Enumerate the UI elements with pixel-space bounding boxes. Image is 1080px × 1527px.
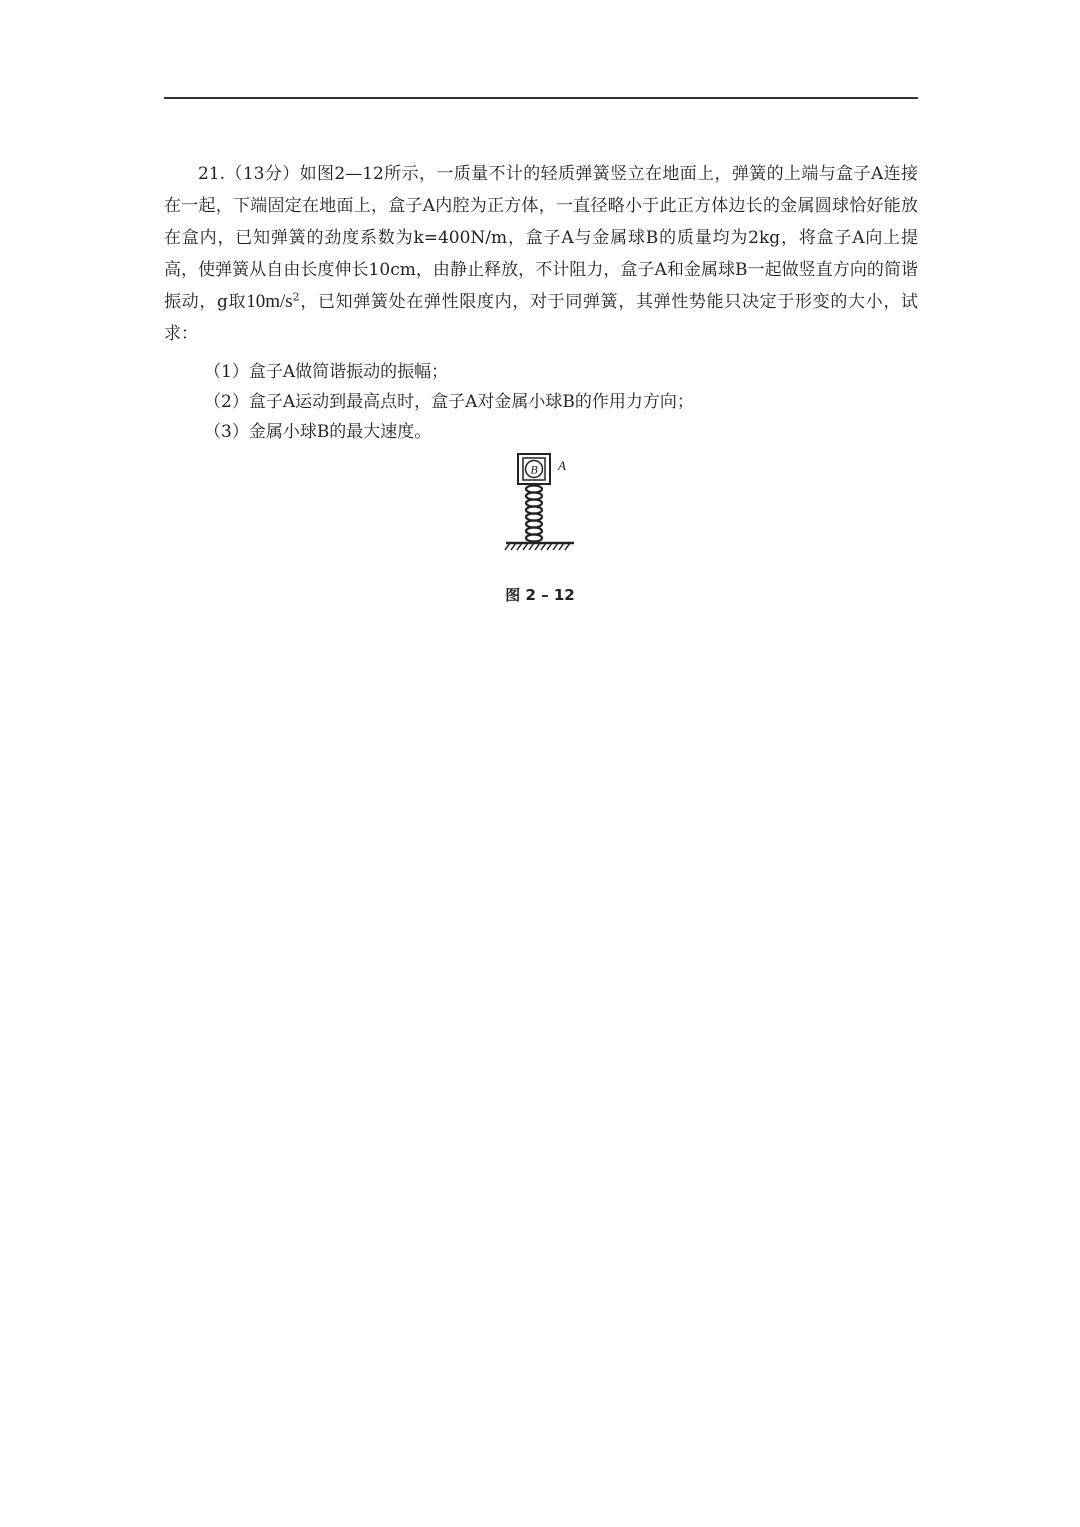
figure-caption: 图 2 – 12 [505,586,575,604]
gravity-exponent: 2 [292,290,300,304]
problem-statement [164,158,918,350]
spring [526,486,542,542]
problem-text-1: 如图2—12所示，一质量不计的轻质弹簧竖立在地面上，弹簧的上端与盒子A连接在一起，下端固定在地面上，盒子A内腔为正方体，一直径略小于此正方体边长的金属圆球恰好能放在盒内，已知弹簧的劲度系数为k=400N/m，盒子A与金属球B的质量均为2kg，将盒子A向上提高，使弹簧从自由长度伸长10cm，由静止释放，不计阻力，盒子A和金属球B一起做竖直方向的简谐振动，g取 [164,164,918,312]
spring-box-figure [498,450,582,556]
problem-points: （13分） [225,164,300,184]
gravity-value: 10m/s [246,291,293,312]
question-part-3: （3）金属小球B的最大速度。 [204,422,432,442]
question-part-1: （1）盒子A做简谐振动的振幅； [204,362,449,382]
header-rule [164,97,918,99]
question-parts [204,357,918,447]
ball-b-label: B [530,462,538,477]
problem-number: 21. [198,164,226,184]
problem-text-2: ，已知弹簧处在弹性限度内，对于同弹簧，其弹性势能只决定于形变的大小，试求： [164,292,918,344]
question-part-2: （2）盒子A运动到最高点时，盒子A对金属小球B的作用力方向； [204,392,694,412]
box-a-label: A [558,458,566,473]
